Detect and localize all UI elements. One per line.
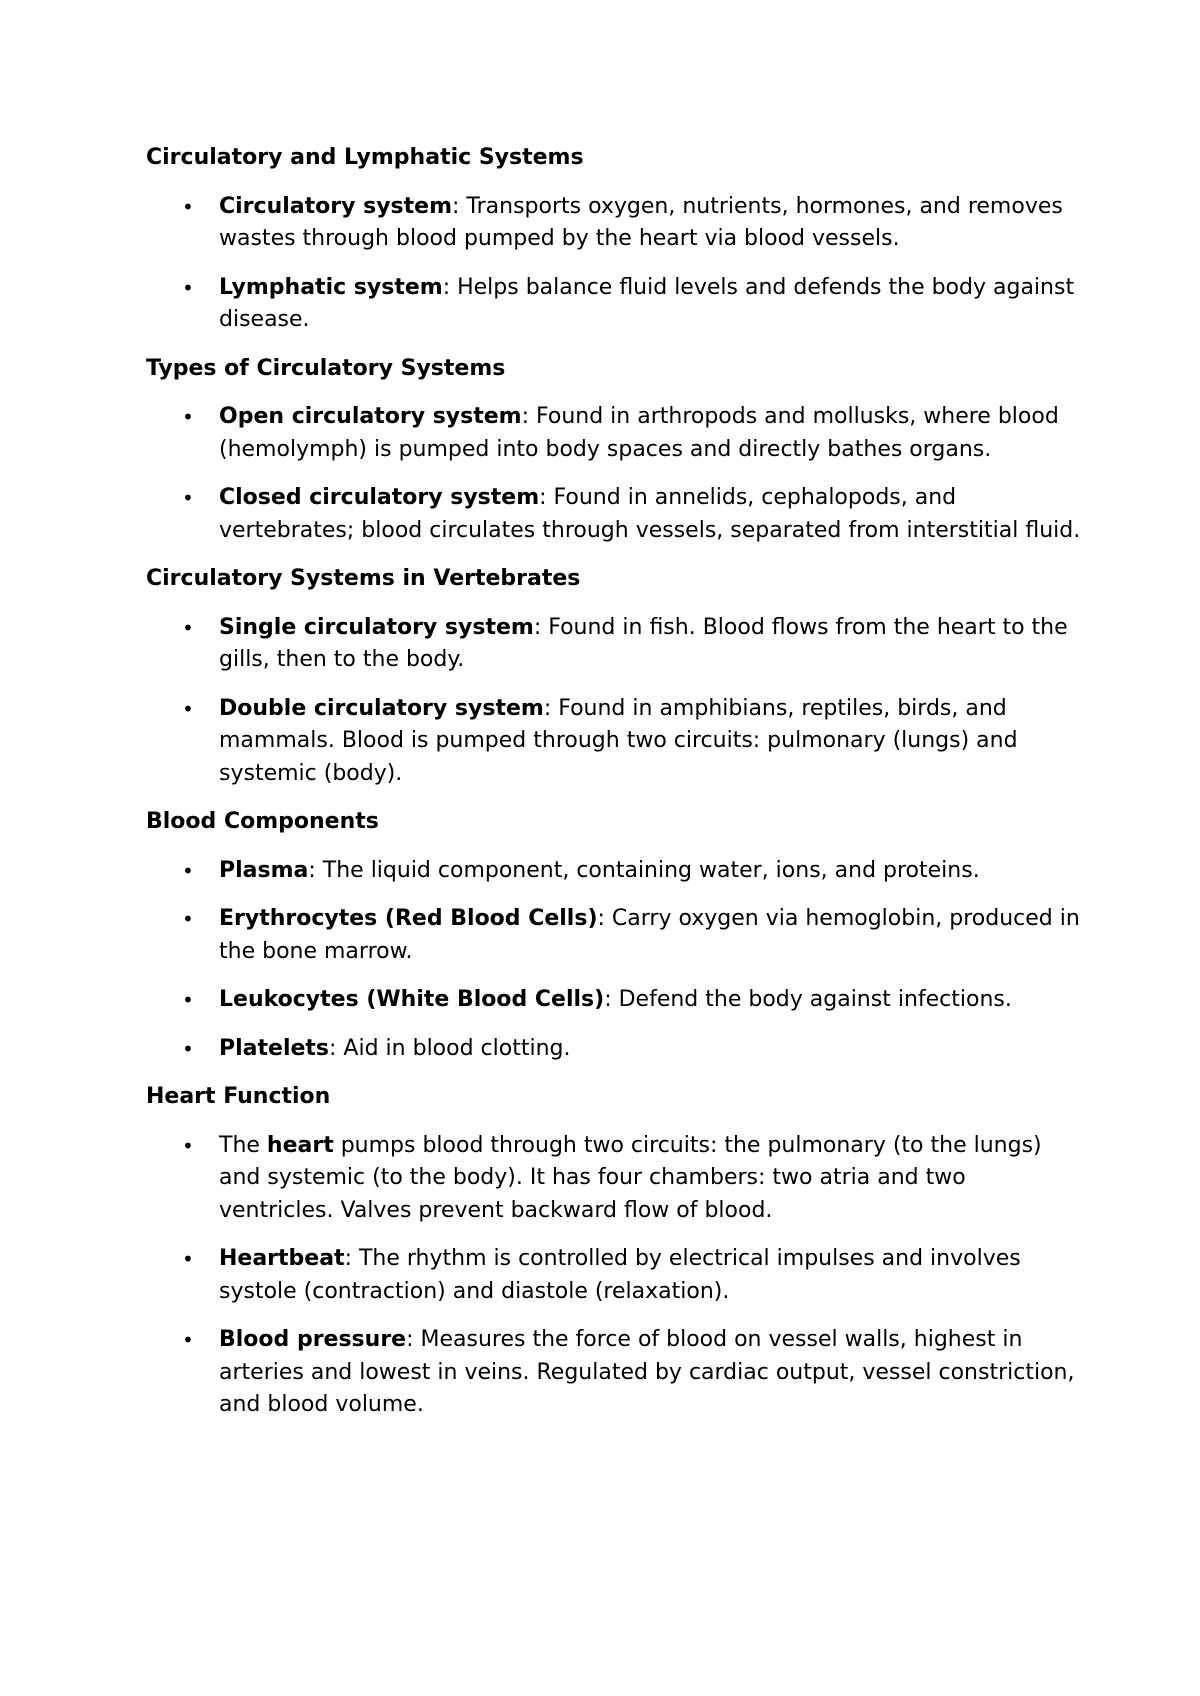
section-heading: Blood Components (146, 809, 379, 834)
list-item (146, 272, 1086, 337)
list-item (146, 401, 1086, 466)
bullet-list (146, 1130, 1086, 1422)
bullet-icon: • (182, 615, 194, 640)
list-item (146, 612, 1086, 677)
bullet-icon: • (182, 1036, 194, 1061)
item-term: Double circulatory system (219, 695, 544, 721)
item-description: : Found in fish. Blood flows from the heart to the gills, then to the body. (219, 614, 1068, 672)
bullet-icon: • (182, 405, 194, 429)
section-heading: Circulatory and Lymphatic Systems (146, 145, 584, 170)
bullet-icon: • (182, 1133, 194, 1158)
list-item (146, 1324, 1086, 1422)
item-term: Erythrocytes (Red Blood Cells) (219, 906, 598, 931)
item-description: : Aid in blood clotting. (329, 1035, 571, 1061)
bullet-icon: • (182, 1247, 194, 1271)
bullet-icon: • (182, 907, 194, 931)
bullet-list (146, 191, 1086, 337)
item-description: : Helps balance fluid levels and defends the body against disease. (219, 274, 1075, 332)
bullet-icon: • (182, 486, 194, 510)
item-description: : The rhythm is controlled by electrical impulses and involves systole (contraction) and diastole (relaxation). (219, 1246, 1021, 1304)
bullet-icon: • (182, 696, 194, 721)
section-heading: Types of Circulatory Systems (146, 355, 506, 381)
list-item (146, 855, 1086, 888)
item-term: Platelets (219, 1035, 330, 1061)
item-description: : Measures the force of blood on vessel walls, highest in arteries and lowest in veins. Regulated by cardiac output, vessel constriction, and blood volume. (219, 1327, 1075, 1417)
item-term: Plasma (219, 857, 309, 883)
bullet-icon: • (182, 194, 194, 219)
list-item (146, 191, 1086, 256)
item-term: Circulatory system (219, 193, 452, 219)
bullet-icon: • (182, 988, 194, 1012)
item-description: : Transports oxygen, nutrients, hormones, and removes wastes through blood pumped by the heart via blood vessels. (219, 193, 1063, 251)
bullet-icon: • (182, 1328, 194, 1352)
list-item (146, 1130, 1086, 1228)
item-description: : Found in annelids, cephalopods, and vertebrates; blood circulates through vessels, separated from interstitial fluid. (219, 485, 1081, 543)
item-term: Closed circulatory system (219, 485, 540, 510)
item-description: : Defend the body against infections. (604, 987, 1012, 1012)
list-item (146, 693, 1086, 791)
item-term: Leukocytes (White Blood Cells) (219, 987, 605, 1012)
list-item (146, 482, 1086, 547)
list-item (146, 1033, 1086, 1066)
item-term: Heartbeat (219, 1246, 345, 1271)
item-term: heart (266, 1132, 334, 1158)
document-body (146, 142, 1086, 1438)
item-description: : Found in amphibians, reptiles, birds, and mammals. Blood is pumped through two circuits: pulmonary (lungs) and systemic (body). (219, 695, 1018, 786)
item-term: Single circulatory system (219, 614, 534, 640)
list-item (146, 984, 1086, 1017)
list-item (146, 1243, 1086, 1308)
item-description: : Found in arthropods and mollusks, where blood (hemolymph) is pumped into body spaces and directly bathes organs. (219, 404, 1059, 462)
bullet-icon: • (182, 275, 194, 300)
item-term: Open circulatory system (219, 404, 522, 429)
list-item (146, 903, 1086, 968)
section-heading: Heart Function (146, 1084, 331, 1109)
item-description: : Carry oxygen via hemoglobin, produced in the bone marrow. (219, 906, 1080, 964)
item-term: Lymphatic system (219, 274, 443, 300)
item-term: Blood pressure (219, 1327, 407, 1352)
bullet-list (146, 612, 1086, 791)
item-description: pumps blood through two circuits: the pulmonary (to the lungs) and systemic (to the body). It has four chambers: two atria and two ventricles. Valves prevent backward flow of blood. (219, 1132, 1042, 1223)
item-description: : The liquid component, containing water, ions, and proteins. (308, 857, 980, 883)
bullet-icon: • (182, 858, 194, 883)
bullet-list (146, 855, 1086, 1066)
section-heading: Circulatory Systems in Vertebrates (146, 566, 581, 591)
item-lead-text: The (219, 1132, 267, 1158)
bullet-list (146, 401, 1086, 547)
